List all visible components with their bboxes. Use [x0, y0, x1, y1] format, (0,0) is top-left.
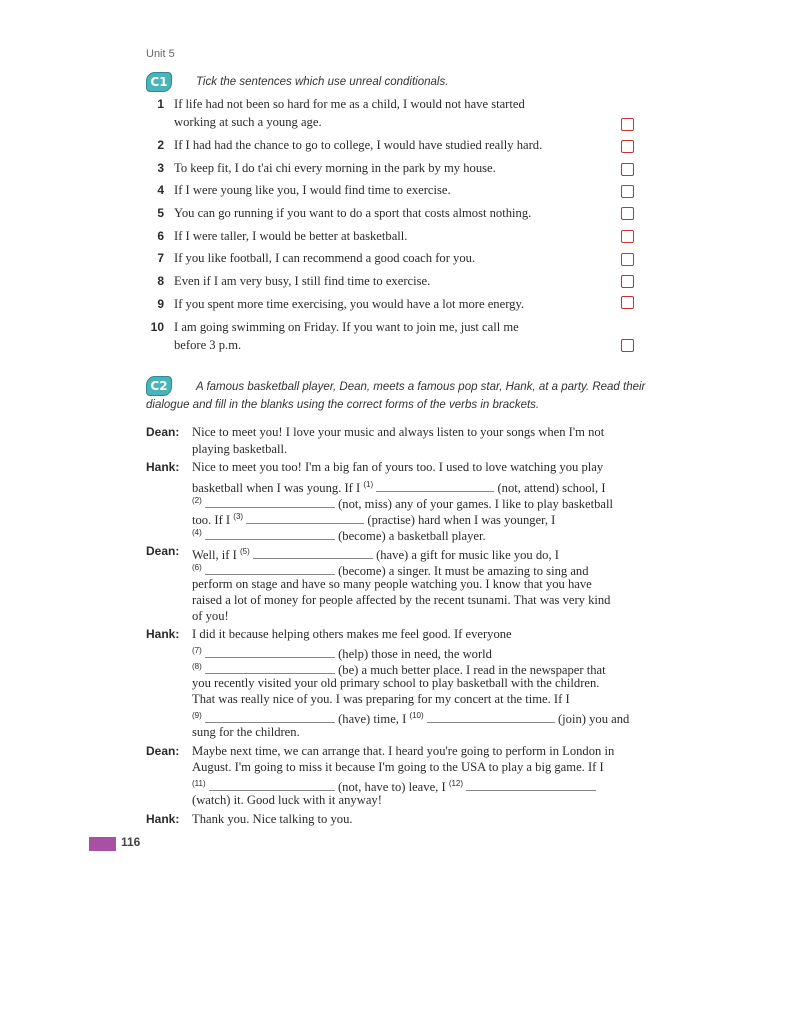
question-line: I am going swimming on Friday. If you want to join me, just call me	[174, 320, 519, 334]
blank-11-input[interactable]	[209, 780, 335, 791]
dialogue-text: (not, attend) school, I	[497, 481, 606, 496]
blank-number: (2)	[192, 496, 202, 505]
blank-number: (12)	[448, 779, 464, 788]
speaker-label: Dean:	[146, 425, 180, 439]
blank-number: (3)	[233, 512, 244, 521]
tick-checkbox-5[interactable]	[621, 207, 634, 220]
dialogue-text: (have) time, I	[338, 712, 407, 727]
exercise-c2-badge: C2	[146, 376, 172, 396]
blank-4-input[interactable]	[205, 529, 335, 540]
dialogue-line: That was really nice of you. I was preparing for my concert at the time. If I	[192, 692, 570, 706]
question-number: 4	[157, 183, 164, 197]
blank-12-input[interactable]	[466, 780, 596, 791]
tick-checkbox-8[interactable]	[621, 275, 634, 288]
dialogue-text: Well, if I	[192, 548, 237, 563]
tick-checkbox-2[interactable]	[621, 140, 634, 153]
tick-checkbox-7[interactable]	[621, 253, 634, 266]
unit-label: Unit 5	[146, 48, 175, 60]
dialogue-text: (become) a basketball player.	[338, 529, 486, 544]
blank-6-input[interactable]	[205, 564, 335, 575]
speaker-label: Dean:	[146, 544, 180, 558]
question-line: before 3 p.m.	[174, 338, 242, 352]
question-line: If life had not been so hard for me as a child, I would not have started	[174, 97, 525, 111]
question-number: 9	[157, 297, 164, 311]
blank-number: (10)	[409, 711, 424, 720]
dialogue-text: (have) a gift for music like you do, I	[376, 548, 559, 563]
exercise-c2-instruction-line1: A famous basketball player, Dean, meets a famous pop star, Hank, at a party. Read their	[196, 381, 646, 393]
dialogue-text: (become) a singer. It must be amazing to sing and	[338, 564, 589, 579]
question-number: 5	[157, 206, 164, 220]
blank-1-input[interactable]	[376, 481, 494, 492]
blank-number: (5)	[239, 547, 250, 556]
blank-number: (4)	[192, 528, 202, 537]
blank-3-input[interactable]	[246, 513, 364, 524]
dialogue-text: too. If I	[192, 513, 231, 528]
exercise-c1-badge: C1	[146, 72, 172, 92]
blank-7-input[interactable]	[205, 647, 335, 658]
dialogue-line: Maybe next time, we can arrange that. I heard you're going to perform in London in	[192, 744, 615, 758]
dialogue-line: raised a lot of money for people affected by the recent tsunami. That was very kind	[192, 593, 611, 607]
question-text: If I were young like you, I would find time to exercise.	[174, 183, 451, 197]
tick-checkbox-4[interactable]	[621, 185, 634, 198]
speaker-label: Dean:	[146, 744, 180, 758]
blank-number: (8)	[192, 662, 202, 671]
speaker-label: Hank:	[146, 627, 180, 641]
question-text	[174, 95, 614, 131]
blank-number: (7)	[192, 646, 202, 655]
dialogue-line: Thank you. Nice talking to you.	[192, 812, 353, 826]
dialogue-line: playing basketball.	[192, 442, 288, 456]
page-number-bar	[89, 837, 116, 851]
dialogue-line: Nice to meet you too! I'm a big fan of yours too. I used to love watching you play	[192, 460, 604, 474]
dialogue-line: of you!	[192, 609, 229, 623]
question-text: If you like football, I can recommend a good coach for you.	[174, 251, 476, 265]
dialogue-line	[192, 524, 486, 545]
tick-checkbox-10[interactable]	[621, 339, 634, 352]
dialogue-line: Nice to meet you! I love your music and always listen to your songs when I'm not	[192, 425, 605, 439]
exercise-c1-instruction: Tick the sentences which use unreal conditionals.	[196, 76, 449, 88]
dialogue-text: (join) you and	[557, 712, 630, 727]
blank-number: (11)	[192, 779, 206, 788]
tick-checkbox-1[interactable]	[621, 118, 634, 131]
speaker-label: Hank:	[146, 460, 180, 474]
question-text: If you spent more time exercising, you would have a lot more energy.	[174, 297, 525, 311]
question-text: You can go running if you want to do a sport that costs almost nothing.	[174, 206, 532, 220]
tick-checkbox-6[interactable]	[621, 230, 634, 243]
question-text: Even if I am very busy, I still find time to exercise.	[174, 274, 431, 288]
exercise-c2-instruction-line2: dialogue and fill in the blanks using the correct forms of the verbs in brackets.	[146, 399, 540, 411]
question-number: 1	[157, 97, 164, 111]
dialogue-text: (not, miss) any of your games. I like to play basketball	[338, 497, 613, 512]
dialogue-text: (not, have to) leave, I	[337, 780, 446, 795]
question-number: 8	[157, 274, 164, 288]
tick-checkbox-3[interactable]	[621, 163, 634, 176]
question-text: If I had had the chance to go to college, I would have studied really hard.	[174, 138, 543, 152]
question-text: If I were taller, I would be better at basketball.	[174, 229, 408, 243]
tick-checkbox-9[interactable]	[621, 296, 634, 309]
blank-number: (9)	[192, 711, 202, 720]
dialogue-text: (be) a much better place. I read in the newspaper that	[338, 663, 606, 678]
question-number: 10	[150, 320, 164, 334]
dialogue-line: sung for the children.	[192, 725, 300, 739]
blank-9-input[interactable]	[205, 712, 335, 723]
dialogue-text: basketball when I was young. If I	[192, 481, 361, 496]
blank-10-input[interactable]	[427, 712, 555, 723]
speaker-label: Hank:	[146, 812, 180, 826]
dialogue-text: (practise) hard when I was younger, I	[367, 513, 556, 528]
page-number: 116	[121, 835, 141, 849]
blank-5-input[interactable]	[253, 548, 373, 559]
question-line: working at such a young age.	[174, 115, 322, 129]
blank-2-input[interactable]	[205, 497, 335, 508]
question-number: 2	[157, 138, 164, 152]
dialogue-line: perform on stage and have so many people watching you. I know that you have	[192, 577, 592, 591]
question-number: 3	[157, 161, 164, 175]
question-number: 7	[157, 251, 164, 265]
blank-8-input[interactable]	[205, 663, 335, 674]
dialogue-text: (help) those in need, the world	[338, 647, 492, 662]
question-number: 6	[157, 229, 164, 243]
dialogue-line: you recently visited your old primary school to play basketball with the children.	[192, 676, 600, 690]
dialogue-line: (watch) it. Good luck with it anyway!	[192, 793, 382, 807]
blank-number: (6)	[192, 563, 202, 572]
blank-number: (1)	[363, 480, 374, 489]
question-text: To keep fit, I do t'ai chi every morning in the park by my house.	[174, 161, 496, 175]
question-text	[174, 318, 614, 354]
dialogue-line: I did it because helping others makes me feel good. If everyone	[192, 627, 512, 641]
dialogue-line: August. I'm going to miss it because I'm going to the USA to play a big game. If I	[192, 760, 604, 774]
